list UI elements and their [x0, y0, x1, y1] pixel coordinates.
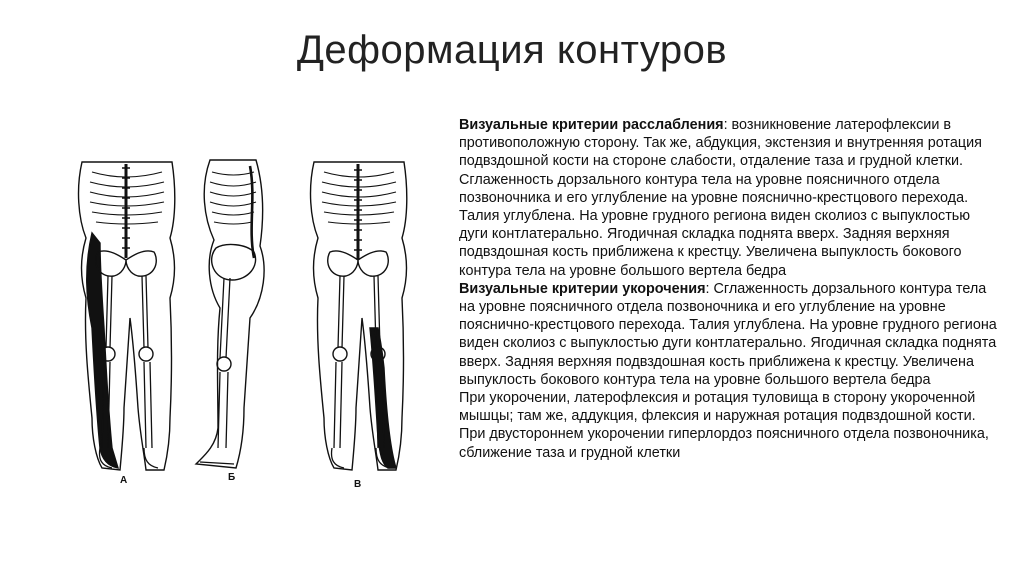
anatomical-figure: [62, 148, 410, 493]
text-shortening: : Сглаженность дорзального контура тела на уровне поясничного отдела позвоночника и его углубление на уровне пояснично-крестцового перехода. Талия углублена. На уровне грудного региона виден сколиоз с выпуклостью дуги контлатерально. Ягодичная складка поднята вверх. Задняя верхняя подвздошная кость приближена к крестцу. Увеличена выпуклость бокового контура тела на уровне большого вертела бедра: [459, 280, 997, 388]
figure-label-a: А: [120, 475, 128, 486]
figure-c-illustration: [311, 162, 407, 470]
heading-shortening: Визуальные критерии укорочения: [459, 280, 706, 297]
figure-b-illustration: [196, 160, 264, 468]
text-relaxation: : возникновение латерофлексии в противоположную сторону. Так же, абдукция, экстензия и внутренняя ротация подвздошной кости на стороне слабости, отдаление таза и грудной клетки. Сглаженность дорзального контура тела на уровне поясничного отдела позвоночника и его углубление на уровне пояснично-крестцового перехода. Талия углублена. На уровне грудного региона виден сколиоз с выпуклостью дуги контлатерально. Ягодичная складка поднята вверх. Задняя верхняя подвздошная кость приближена к крестцу. Увеличена выпуклость бокового контура тела на уровне большого вертела бедра: [459, 117, 982, 279]
paragraph-shortening: [459, 280, 999, 389]
figure-label-b: Б: [228, 472, 236, 483]
heading-relaxation: Визуальные критерии расслабления: [459, 117, 724, 133]
figure-label-c: В: [354, 479, 362, 490]
slide-title: Деформация контуров: [296, 28, 728, 72]
paragraph-bilateral: При укорочении, латерофлексия и ротация туловища в сторону укороченной мышцы; там же, аддукция, флексия и наружная ротация подвздошной кости. При двустороннем укорочении гиперлордоз поясничного отдела позвоночника, сближение таза и грудной клетки: [459, 390, 989, 461]
figure-a-illustration: [79, 162, 175, 470]
paragraph-relaxation: [459, 116, 999, 280]
description-text: [459, 116, 999, 462]
